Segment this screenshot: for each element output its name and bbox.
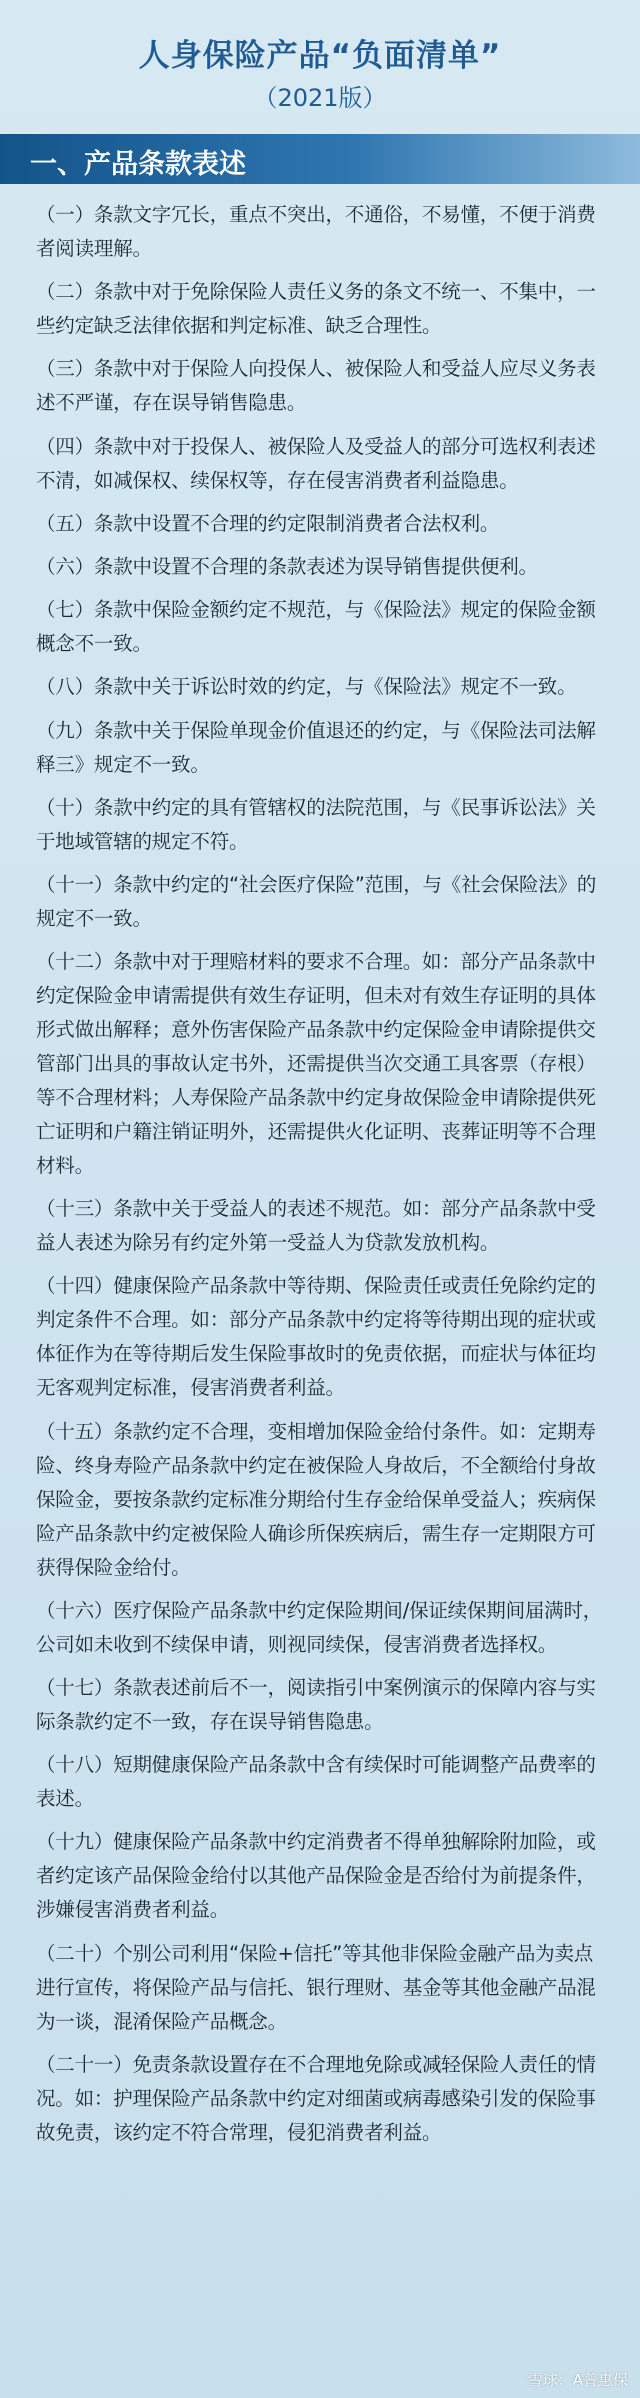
page-title: 人身保险产品“负面清单” (138, 38, 502, 74)
source-watermark: 雪球：A普惠保 (527, 2371, 628, 2389)
list-item: （十八）短期健康保险产品条款中含有续保时可能调整产品费率的表述。 (36, 1753, 596, 1811)
list-item: （二十一）免责条款设置存在不合理地免除或减轻保险人责任的情况。如：护理保险产品条款中约定对细菌或病毒感染引发的保险事故免责，该约定不符合常理，侵犯消费者利益。 (36, 2052, 596, 2144)
list-item: （四）条款中对于投保人、被保险人及受益人的部分可选权利表述不清，如减保权、续保权等，存在侵害消费者利益隐患。 (36, 434, 596, 492)
list-item: （二）条款中对于免除保险人责任义务的条文不统一、不集中，一些约定缺乏法律依据和判定标准、缺乏合理性。 (36, 280, 596, 338)
item-list (36, 198, 608, 2159)
list-item: （三）条款中对于保险人向投保人、被保险人和受益人应尽义务表述不严谨，存在误导销售隐患。 (36, 357, 596, 415)
list-item: （五）条款中设置不合理的约定限制消费者合法权利。 (36, 511, 500, 535)
list-item: （十九）健康保险产品条款中约定消费者不得单独解除附加险，或者约定该产品保险金给付以其他产品保险金是否给付为前提条件，涉嫌侵害消费者利益。 (36, 1830, 596, 1922)
section-title: 一、产品条款表述 (30, 149, 246, 180)
list-item: （六）条款中设置不合理的条款表述为误导销售提供便利。 (36, 554, 538, 578)
list-item: （七）条款中保险金额约定不规范，与《保险法》规定的保险金额概念不一致。 (36, 598, 596, 656)
list-item: （一）条款文字冗长，重点不突出，不通俗，不易懂，不便于消费者阅读理解。 (36, 203, 596, 260)
list-item: （十七）条款表述前后不一，阅读指引中案例演示的保障内容与实际条款约定不一致，存在误导销售隐患。 (36, 1676, 596, 1733)
list-item: （十六）医疗保险产品条款中约定保险期间/保证续保期间届满时，公司如未收到不续保申请，则视同续保，侵害消费者选择权。 (36, 1598, 603, 1656)
list-item: （九）条款中关于保险单现金价值退还的约定，与《保险法司法解释三》规定不一致。 (36, 718, 596, 776)
list-item: （八）条款中关于诉讼时效的约定，与《保险法》规定不一致。 (36, 675, 577, 699)
list-item: （十五）条款约定不合理，变相增加保险金给付条件。如：定期寿险、终身寿险产品条款中约定在被保险人身故后，不全额给付身故保险金，要按条款约定标准分期给付生存金给保单受益人；疾病保险产品条款中约定被保险人确诊所保疾病后，需生存一定期限方可获得保险金给付。 (36, 1419, 596, 1579)
section-header-bar (0, 134, 640, 184)
list-item: （十二）条款中对于理赔材料的要求不合理。如：部分产品条款中约定保险金申请需提供有效生存证明，但未对有效生存证明的具体形式做出解释；意外伤害保险产品条款中约定保险金申请除提供交管部门出具的事故认定书外，还需提供当次交通工具客票（存根）等不合理材料；人寿保险产品条款中约定身故保险金申请除提供死亡证明和户籍注销证明外，还需提供火化证明、丧葬证明等不合理材料。 (36, 950, 596, 1178)
list-item: （十）条款中约定的具有管辖权的法院范围，与《民事诉讼法》关于地域管辖的规定不符。 (36, 795, 596, 853)
list-item: （十三）条款中关于受益人的表述不规范。如：部分产品条款中受益人表述为除另有约定外第一受益人为贷款发放机构。 (36, 1197, 596, 1255)
page-subtitle: （2021版） (253, 84, 387, 112)
list-item: （十四）健康保险产品条款中等待期、保险责任或责任免除约定的判定条件不合理。如：部分产品条款中约定将等待期出现的症状或体征作为在等待期后发生保险事故时的免责依据，而症状与体征均无客观判定标准，侵害消费者利益。 (36, 1274, 596, 1400)
list-item: （十一）条款中约定的“社会医疗保险”范围，与《社会保险法》的规定不一致。 (36, 872, 597, 930)
list-item: （二十）个别公司利用“保险+信托”等其他非保险金融产品为卖点进行宣传，将保险产品与信托、银行理财、基金等其他金融产品混为一谈，混淆保险产品概念。 (36, 1941, 596, 2033)
